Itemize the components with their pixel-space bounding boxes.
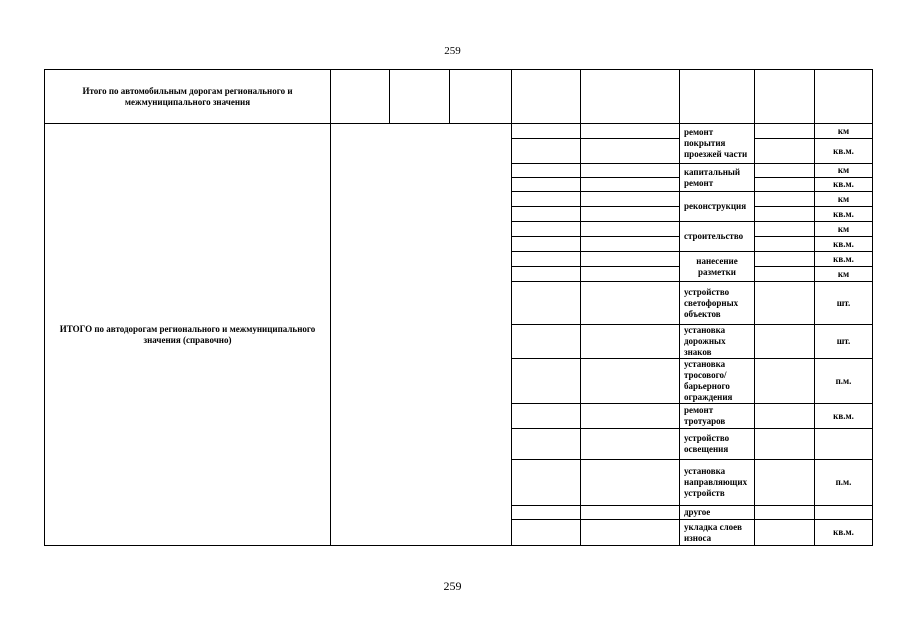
total-reference-label: ИТОГО по автодорогам регионального и межмуниципального значения (справочно) (45, 124, 331, 546)
table-cell (680, 70, 755, 124)
work-marking: нанесение разметки (680, 252, 755, 282)
unit-lm: п.м. (815, 359, 873, 404)
table-cell (581, 359, 680, 404)
table-cell (512, 506, 581, 520)
work-guide-devices: установка направляющих устройств (680, 460, 755, 506)
table-cell (755, 222, 815, 237)
unit-km: км (815, 164, 873, 178)
unit-sqm: кв.м. (815, 237, 873, 252)
work-road-signs: установка дорожных знаков (680, 325, 755, 359)
table-cell (581, 70, 680, 124)
table-cell (755, 460, 815, 506)
table-cell (581, 429, 680, 460)
unit-sqm: кв.м. (815, 252, 873, 267)
regional-roads-total-label: Итого по автомобильным дорогам регионального и межмуниципального значения (45, 70, 331, 124)
table-cell (512, 282, 581, 325)
table-cell (581, 178, 680, 192)
report-table (44, 69, 873, 546)
unit-sqm: кв.м. (815, 520, 873, 546)
table-cell (512, 404, 581, 429)
unit-sqm: кв.м. (815, 178, 873, 192)
table-cell (331, 359, 512, 404)
table-cell (512, 325, 581, 359)
table-cell (512, 429, 581, 460)
table-cell (755, 404, 815, 429)
table-cell (512, 520, 581, 546)
table-cell (815, 429, 873, 460)
table-cell (331, 192, 512, 207)
table-cell (331, 429, 512, 460)
table-cell (331, 178, 512, 192)
work-traffic-lights: устройство светофорных объектов (680, 282, 755, 325)
page-number-top: 259 (444, 45, 461, 57)
table-cell (755, 282, 815, 325)
table-cell (755, 325, 815, 359)
table-cell (512, 267, 581, 282)
table-cell (512, 164, 581, 178)
table-cell (755, 252, 815, 267)
table-cell (512, 192, 581, 207)
table-cell (331, 506, 512, 520)
work-lighting: устройство освещения (680, 429, 755, 460)
table-cell (331, 252, 512, 267)
work-wear-layer: укладка слоев износа (680, 520, 755, 546)
table-cell (581, 252, 680, 267)
table-cell (512, 359, 581, 404)
table-cell (512, 222, 581, 237)
table-cell (581, 139, 680, 164)
table-cell (755, 70, 815, 124)
table-cell (755, 237, 815, 252)
unit-pcs: шт. (815, 325, 873, 359)
table-cell (581, 222, 680, 237)
table-cell (581, 282, 680, 325)
table-cell (512, 252, 581, 267)
unit-sqm: кв.м. (815, 207, 873, 222)
unit-lm: п.м. (815, 460, 873, 506)
page-number-bottom: 259 (443, 579, 462, 593)
table-cell (390, 70, 450, 124)
work-surface-repair: ремонт покрытия проезжей части (680, 124, 755, 164)
table-cell (331, 164, 512, 178)
table-cell (512, 178, 581, 192)
table-cell (581, 325, 680, 359)
table-cell (581, 237, 680, 252)
table-cell (815, 506, 873, 520)
table-cell (512, 460, 581, 506)
table-cell (331, 139, 512, 164)
table-cell (512, 207, 581, 222)
table-cell (581, 506, 680, 520)
unit-km: км (815, 124, 873, 139)
table-cell (581, 164, 680, 178)
table-cell (581, 124, 680, 139)
work-reconstruction: реконструкция (680, 192, 755, 222)
table-cell (755, 192, 815, 207)
table-cell (331, 124, 512, 139)
table-cell (581, 267, 680, 282)
unit-pcs: шт. (815, 282, 873, 325)
table-cell (755, 139, 815, 164)
table-cell (331, 237, 512, 252)
unit-km: км (815, 192, 873, 207)
table-cell (581, 404, 680, 429)
table-cell (331, 460, 512, 506)
table-cell (331, 325, 512, 359)
work-barrier: установка тросового/барьерного ограждения (680, 359, 755, 404)
table-cell (755, 124, 815, 139)
work-capital-repair: капитальный ремонт (680, 164, 755, 192)
work-sidewalk: ремонт тротуаров (680, 404, 755, 429)
table-row (45, 124, 873, 139)
table-cell (331, 70, 390, 124)
unit-sqm: кв.м. (815, 139, 873, 164)
unit-km: км (815, 267, 873, 282)
table-cell (331, 267, 512, 282)
table-cell (815, 70, 873, 124)
table-cell (755, 506, 815, 520)
table-cell (512, 237, 581, 252)
table-cell (581, 192, 680, 207)
work-other: другое (680, 506, 755, 520)
table-cell (755, 520, 815, 546)
table-row (45, 70, 873, 124)
table-cell (512, 124, 581, 139)
table-cell (331, 520, 512, 546)
table-cell (331, 282, 512, 325)
table-cell (512, 139, 581, 164)
table-cell (581, 207, 680, 222)
table-cell (512, 70, 581, 124)
table-cell (331, 222, 512, 237)
work-construction: строительство (680, 222, 755, 252)
table-cell (755, 178, 815, 192)
table-cell (755, 164, 815, 178)
table-cell (581, 460, 680, 506)
table-cell (755, 359, 815, 404)
table-cell (755, 207, 815, 222)
unit-sqm: кв.м. (815, 404, 873, 429)
table-cell (581, 520, 680, 546)
table-cell (331, 404, 512, 429)
table-cell (450, 70, 512, 124)
table-cell (331, 207, 512, 222)
unit-km: км (815, 222, 873, 237)
table-cell (755, 429, 815, 460)
table-cell (755, 267, 815, 282)
